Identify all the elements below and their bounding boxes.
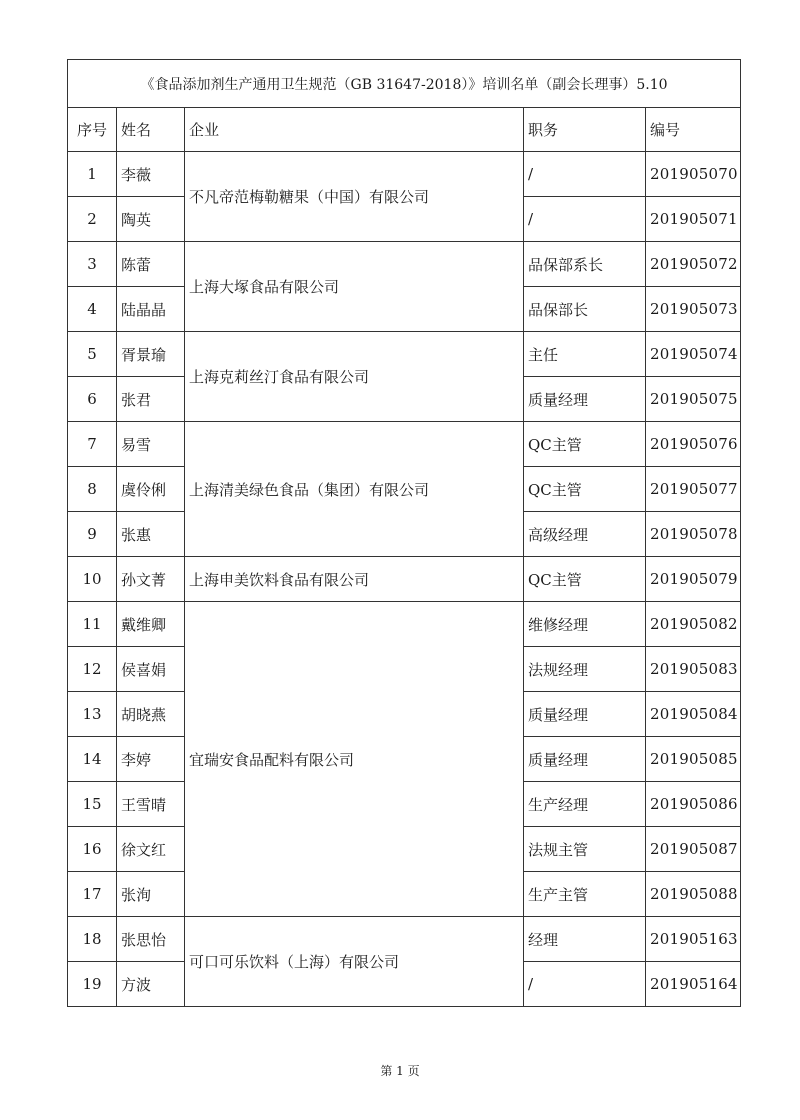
name-cell: 戴维卿 <box>117 602 185 647</box>
seq-cell: 10 <box>68 557 117 602</box>
company-cell: 上海清美绿色食品（集团）有限公司 <box>185 422 524 557</box>
position-cell: 主任 <box>524 332 646 377</box>
position-cell: 法规经理 <box>524 647 646 692</box>
name-cell: 陆晶晶 <box>117 287 185 332</box>
number-cell: 201905082 <box>646 602 741 647</box>
number-cell: 201905163 <box>646 917 741 962</box>
name-cell: 李薇 <box>117 152 185 197</box>
table-row <box>68 557 741 602</box>
table-row <box>68 332 741 377</box>
company-cell: 宜瑞安食品配料有限公司 <box>185 602 524 917</box>
position-cell: QC主管 <box>524 467 646 512</box>
name-cell: 胡晓燕 <box>117 692 185 737</box>
header-number: 编号 <box>646 108 741 152</box>
name-cell: 张君 <box>117 377 185 422</box>
number-cell: 201905076 <box>646 422 741 467</box>
company-cell: 上海大塚食品有限公司 <box>185 242 524 332</box>
seq-cell: 6 <box>68 377 117 422</box>
number-cell: 201905075 <box>646 377 741 422</box>
name-cell: 王雪晴 <box>117 782 185 827</box>
seq-cell: 14 <box>68 737 117 782</box>
company-cell: 上海申美饮料食品有限公司 <box>185 557 524 602</box>
name-cell: 徐文红 <box>117 827 185 872</box>
name-cell: 方波 <box>117 962 185 1007</box>
number-cell: 201905078 <box>646 512 741 557</box>
number-cell: 201905071 <box>646 197 741 242</box>
name-cell: 陶英 <box>117 197 185 242</box>
page-number: 第 1 页 <box>380 1064 420 1078</box>
position-cell: 高级经理 <box>524 512 646 557</box>
position-cell: 品保部系长 <box>524 242 646 287</box>
seq-cell: 16 <box>68 827 117 872</box>
header-company: 企业 <box>185 108 524 152</box>
seq-cell: 9 <box>68 512 117 557</box>
number-cell: 201905088 <box>646 872 741 917</box>
position-cell: / <box>524 152 646 197</box>
number-cell: 201905077 <box>646 467 741 512</box>
position-cell: 质量经理 <box>524 377 646 422</box>
name-cell: 侯喜娟 <box>117 647 185 692</box>
header-position: 职务 <box>524 108 646 152</box>
position-cell: QC主管 <box>524 422 646 467</box>
seq-cell: 12 <box>68 647 117 692</box>
table-row <box>68 152 741 197</box>
position-cell: 质量经理 <box>524 692 646 737</box>
document-title: 《食品添加剂生产通用卫生规范（GB 31647-2018）》培训名单（副会长理事）5.10 <box>68 60 741 108</box>
number-cell: 201905074 <box>646 332 741 377</box>
number-cell: 201905087 <box>646 827 741 872</box>
name-cell: 孙文菁 <box>117 557 185 602</box>
position-cell: 经理 <box>524 917 646 962</box>
seq-cell: 19 <box>68 962 117 1007</box>
position-cell: 质量经理 <box>524 737 646 782</box>
number-cell: 201905086 <box>646 782 741 827</box>
number-cell: 201905164 <box>646 962 741 1007</box>
seq-cell: 18 <box>68 917 117 962</box>
number-cell: 201905070 <box>646 152 741 197</box>
position-cell: 生产主管 <box>524 872 646 917</box>
position-cell: / <box>524 962 646 1007</box>
number-cell: 201905083 <box>646 647 741 692</box>
seq-cell: 4 <box>68 287 117 332</box>
name-cell: 陈蕾 <box>117 242 185 287</box>
name-cell: 胥景瑜 <box>117 332 185 377</box>
company-cell: 上海克莉丝汀食品有限公司 <box>185 332 524 422</box>
seq-cell: 5 <box>68 332 117 377</box>
name-cell: 张思怡 <box>117 917 185 962</box>
seq-cell: 2 <box>68 197 117 242</box>
position-cell: QC主管 <box>524 557 646 602</box>
seq-cell: 3 <box>68 242 117 287</box>
name-cell: 易雪 <box>117 422 185 467</box>
table-row <box>68 602 741 647</box>
name-cell: 李婷 <box>117 737 185 782</box>
seq-cell: 7 <box>68 422 117 467</box>
table-row <box>68 917 741 962</box>
number-cell: 201905072 <box>646 242 741 287</box>
number-cell: 201905073 <box>646 287 741 332</box>
seq-cell: 13 <box>68 692 117 737</box>
company-cell: 不凡帝范梅勒糖果（中国）有限公司 <box>185 152 524 242</box>
table-row <box>68 242 741 287</box>
header-seq: 序号 <box>68 108 117 152</box>
name-cell: 张惠 <box>117 512 185 557</box>
position-cell: 生产经理 <box>524 782 646 827</box>
position-cell: 品保部长 <box>524 287 646 332</box>
seq-cell: 11 <box>68 602 117 647</box>
position-cell: 法规主管 <box>524 827 646 872</box>
number-cell: 201905085 <box>646 737 741 782</box>
title-row <box>68 60 741 108</box>
seq-cell: 15 <box>68 782 117 827</box>
name-cell: 虞伶俐 <box>117 467 185 512</box>
position-cell: 维修经理 <box>524 602 646 647</box>
position-cell: / <box>524 197 646 242</box>
roster-table <box>67 59 741 1007</box>
table-row <box>68 422 741 467</box>
header-row <box>68 108 741 152</box>
company-cell: 可口可乐饮料（上海）有限公司 <box>185 917 524 1007</box>
seq-cell: 1 <box>68 152 117 197</box>
number-cell: 201905079 <box>646 557 741 602</box>
name-cell: 张洵 <box>117 872 185 917</box>
seq-cell: 17 <box>68 872 117 917</box>
number-cell: 201905084 <box>646 692 741 737</box>
seq-cell: 8 <box>68 467 117 512</box>
header-name: 姓名 <box>117 108 185 152</box>
